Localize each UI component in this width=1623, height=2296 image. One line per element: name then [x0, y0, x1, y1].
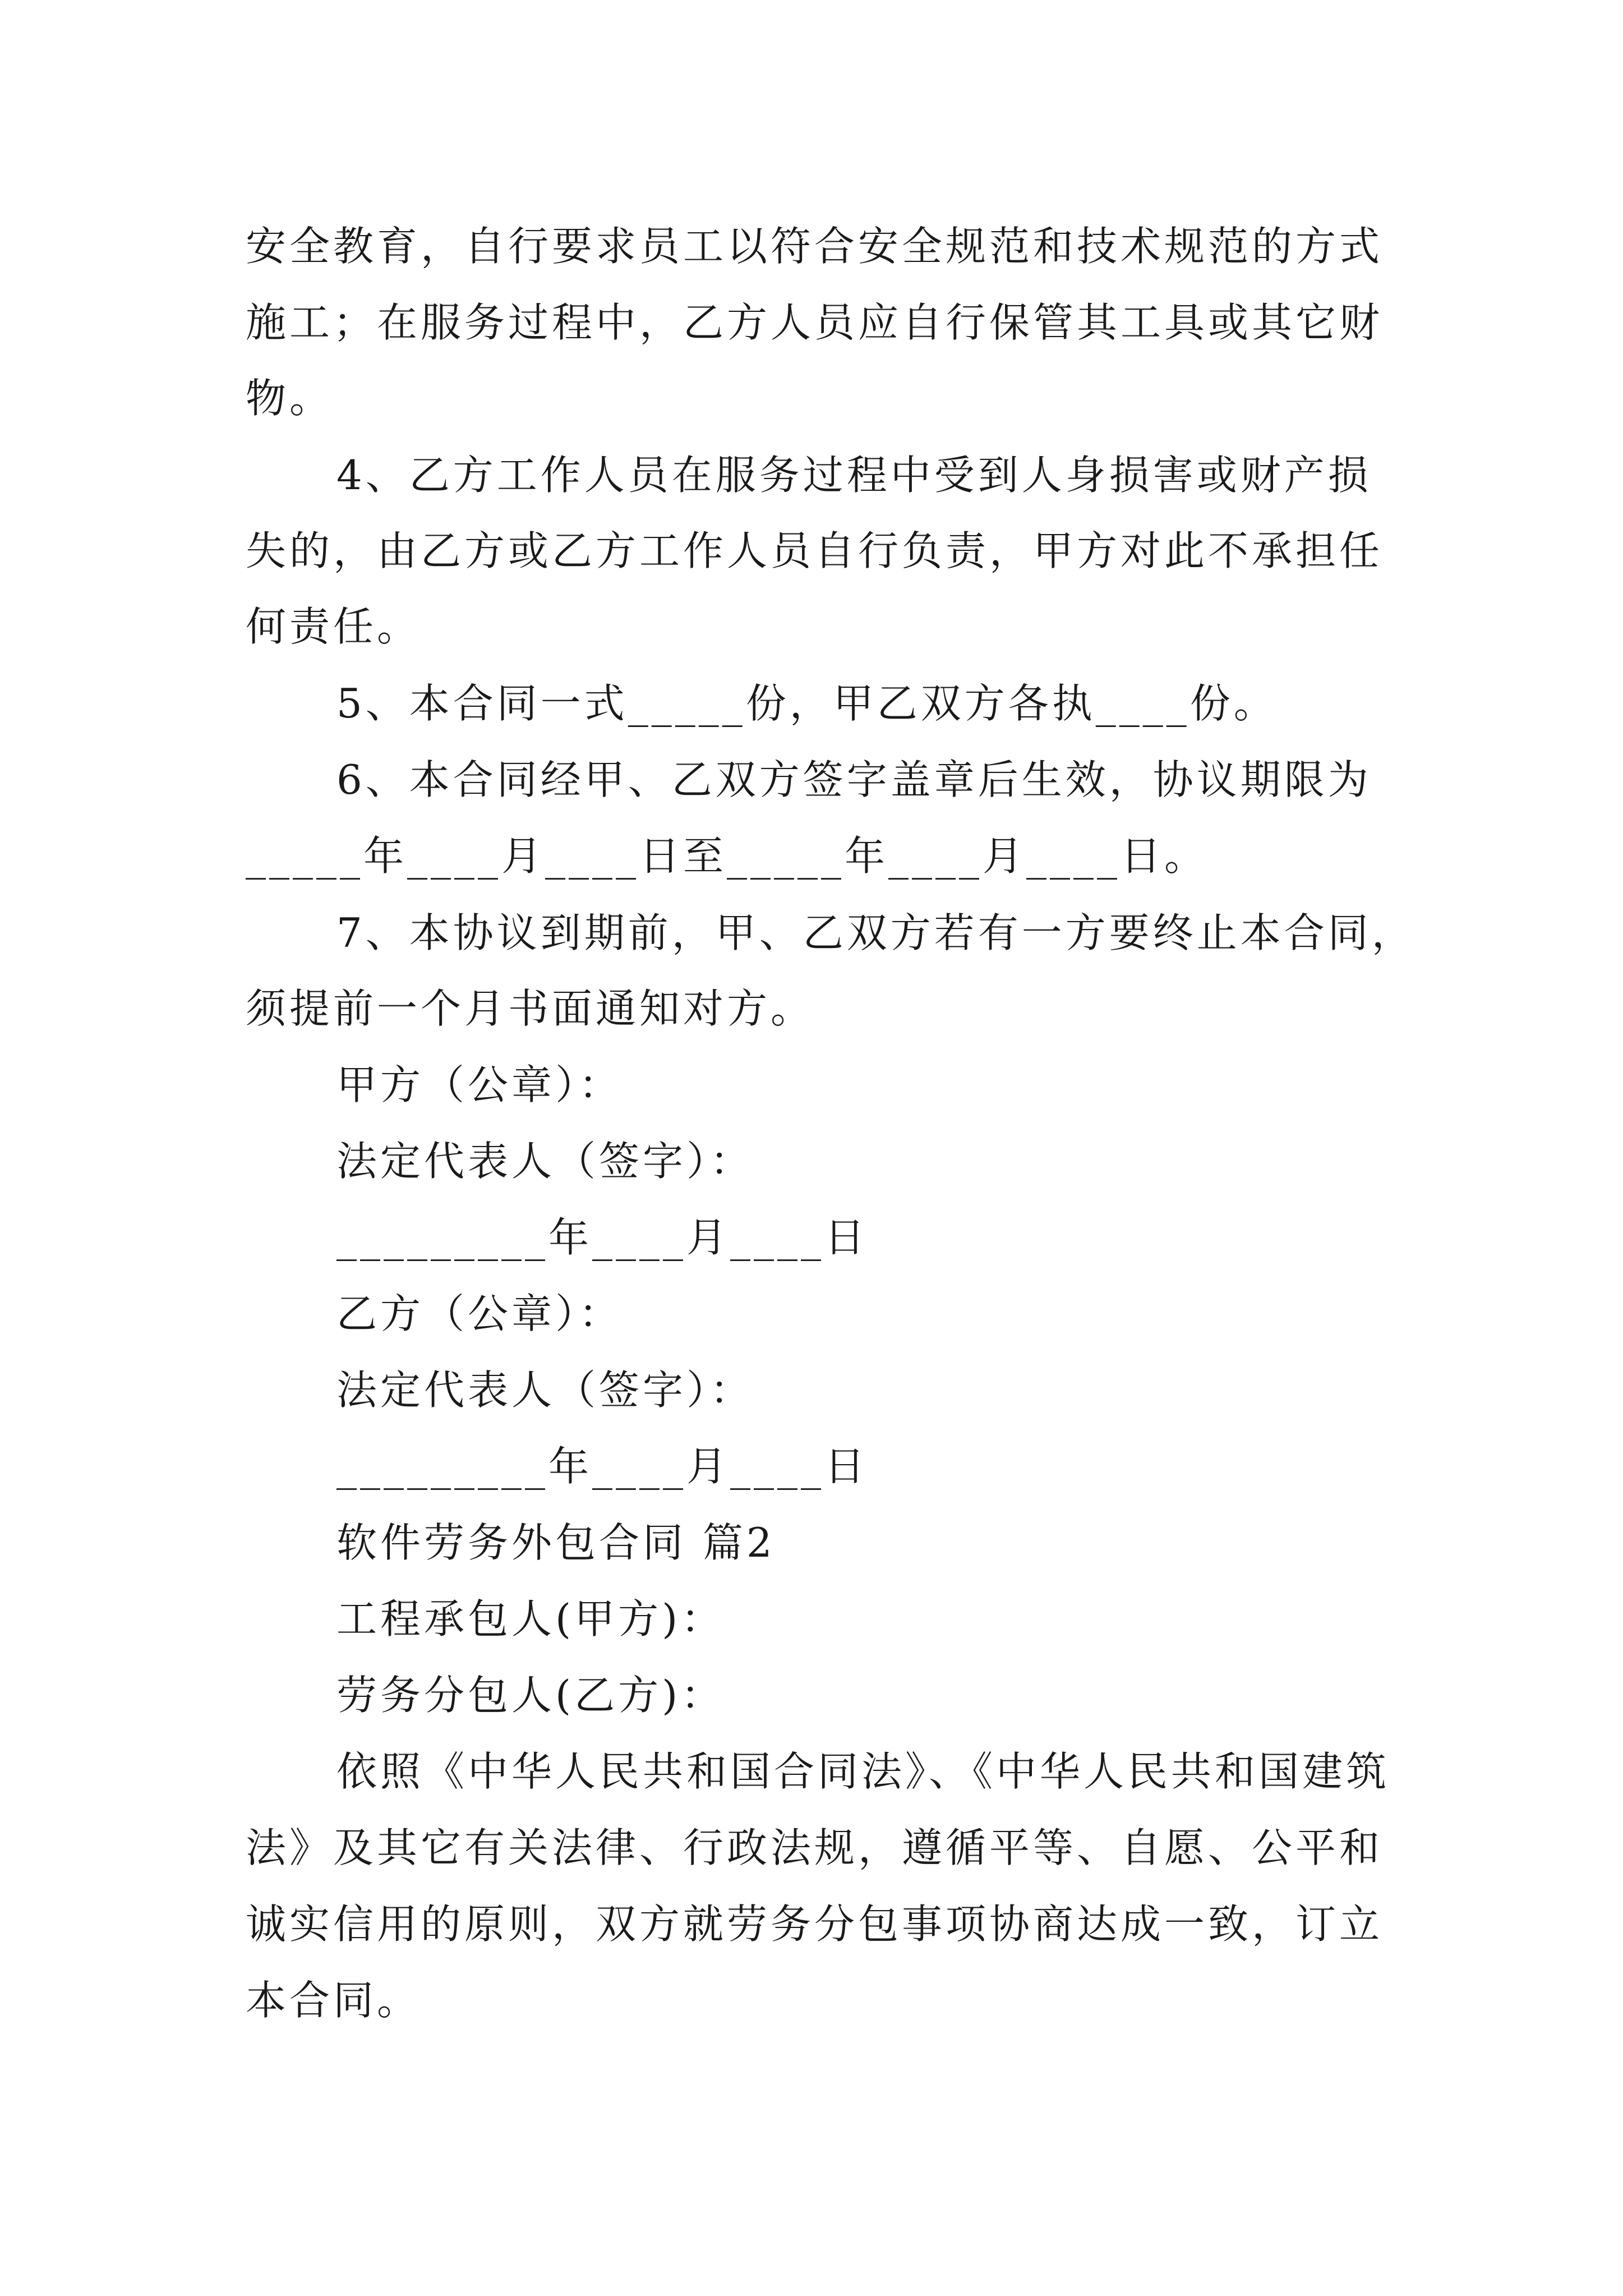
- text-line: 软件劳务外包合同 篇2: [336, 1519, 776, 1566]
- text-line: 物。: [246, 375, 334, 422]
- text-line: _________年____月____日: [336, 1214, 868, 1261]
- text-line: 施工；在服务过程中，乙方人员应自行保管其工具或其它财: [246, 299, 1384, 346]
- text-line: 法》及其它有关法律、行政法规，遵循平等、自愿、公平和: [246, 1824, 1384, 1871]
- text-line: 本合同。: [246, 1977, 421, 2024]
- text-line: 5、本合同一式_____份，甲乙双方各执____份。: [336, 680, 1278, 727]
- text-line: 工程承包人(甲方)：: [336, 1595, 725, 1642]
- text-line: 乙方（公章）：: [336, 1290, 623, 1337]
- text-line: 依照《中华人民共和国合同法》、《中华人民共和国建筑: [336, 1748, 1390, 1795]
- text-line: 安全教育，自行要求员工以符合安全规范和技术规范的方式: [246, 223, 1384, 270]
- text-line: 诚实信用的原则，双方就劳务分包事项协商达成一致，订立: [246, 1901, 1384, 1948]
- text-line: 4、乙方工作人员在服务过程中受到人身损害或财产损: [336, 452, 1372, 499]
- text-line: 法定代表人（签字）：: [336, 1138, 754, 1185]
- text-line: 何责任。: [246, 603, 421, 650]
- text-line: 须提前一个月书面通知对方。: [246, 985, 815, 1032]
- text-line: _________年____月____日: [336, 1443, 868, 1490]
- text-line: 劳务分包人(乙方)：: [336, 1672, 725, 1719]
- text-line: 法定代表人（签字）：: [336, 1366, 754, 1414]
- text-line: _____年____月____日至_____年____月____日。: [246, 832, 1209, 880]
- text-line: 6、本合同经甲、乙双方签字盖章后生效，协议期限为: [336, 756, 1372, 803]
- text-line: 甲方（公章）：: [336, 1061, 623, 1108]
- text-line: 7、本协议到期前，甲、乙双方若有一方要终止本合同，: [336, 909, 1415, 956]
- text-line: 失的，由乙方或乙方工作人员自行负责，甲方对此不承担任: [246, 527, 1384, 574]
